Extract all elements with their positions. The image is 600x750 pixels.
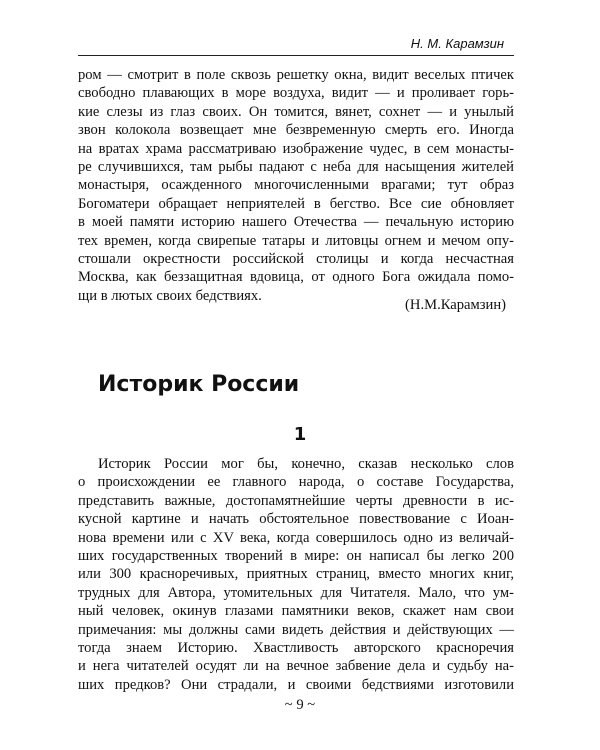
text-line: свободно плавающих в море воздуха, видит — и проливает горь- xyxy=(78,85,514,102)
text-line: о происхождении ее главного народа, о составе Государства, xyxy=(78,474,514,491)
text-line: монастыря, осажденного многочисленными врагами; тут образ xyxy=(78,177,514,194)
paragraph-section-body xyxy=(78,455,514,694)
paragraph-quote-end xyxy=(78,66,514,305)
text-line: ром — смотрит в поле сквозь решетку окна, видит веселых птичек xyxy=(78,67,514,83)
text-line: ный человек, окинув глазами памятники веков, скажет нам свои xyxy=(78,603,514,620)
text-line: стошали окрестности российской столицы и когда несчастная xyxy=(78,251,514,268)
text-line: в моей памяти историю нашего Отечества — печальную историю xyxy=(78,214,514,231)
text-line: тех времен, когда свирепые татары и литовцы огнем и мечом опу- xyxy=(78,232,514,249)
attribution: (Н.М.Карамзин) xyxy=(405,297,506,313)
header-rule xyxy=(78,55,514,56)
text-line: кие слезы из глаз своих. Он томится, вянет, сохнет — и унылый xyxy=(78,103,514,120)
text-line: Богоматери обращает неприятелей в бегство. Все сие обновляет xyxy=(78,195,514,212)
text-line: нова времени или с XV века, когда совершилось одно из величай- xyxy=(78,529,514,546)
text-line: звон колокола возвещает мне безвременную смерть его. Иногда xyxy=(78,122,514,139)
text-line: ших государственных творений в мире: он написал бы легко 200 xyxy=(78,548,514,565)
text-line: Москва, как беззащитная вдовица, от одного Бога ожидала помо- xyxy=(78,269,514,286)
text-line: или 300 красноречивых, приятных страниц, вместо многих книг, xyxy=(78,566,514,583)
text-line: и нега читателей осудят ли на вечное забвение дела и судьбу на- xyxy=(78,658,514,675)
text-line: кусной картине и начать обстоятельное повествование с Иоан- xyxy=(78,511,514,528)
text-line: ших предков? Они страдали, и своими бедствиями изготовили xyxy=(78,676,514,693)
text-line: примечания: мы должны сами видеть действия и действующих — xyxy=(78,621,514,638)
text-line: на вратах храма рассматриваю изображение чудес, в сем монасты- xyxy=(78,140,514,157)
page-number: ~ 9 ~ xyxy=(284,697,316,713)
text-line: Историк России мог бы, конечно, сказав несколько слов xyxy=(98,456,514,472)
section-number: 1 xyxy=(293,424,307,445)
text-line: щи в лютых своих бедствиях. xyxy=(78,287,262,304)
section-title: Историк России xyxy=(98,372,300,397)
text-line: тогда знаем Историю. Хвастливость авторского красноречия xyxy=(78,640,514,657)
text-line: представить важные, достопамятнейшие черты древности в ис- xyxy=(78,492,514,509)
text-line: ре случившихся, там рыбы падают с неба для насыщения жителей xyxy=(78,159,514,176)
running-header-author: Н. М. Карамзин xyxy=(410,36,504,51)
text-line: трудных для Автора, утомительных для Читателя. Мало, что ум- xyxy=(78,584,514,601)
